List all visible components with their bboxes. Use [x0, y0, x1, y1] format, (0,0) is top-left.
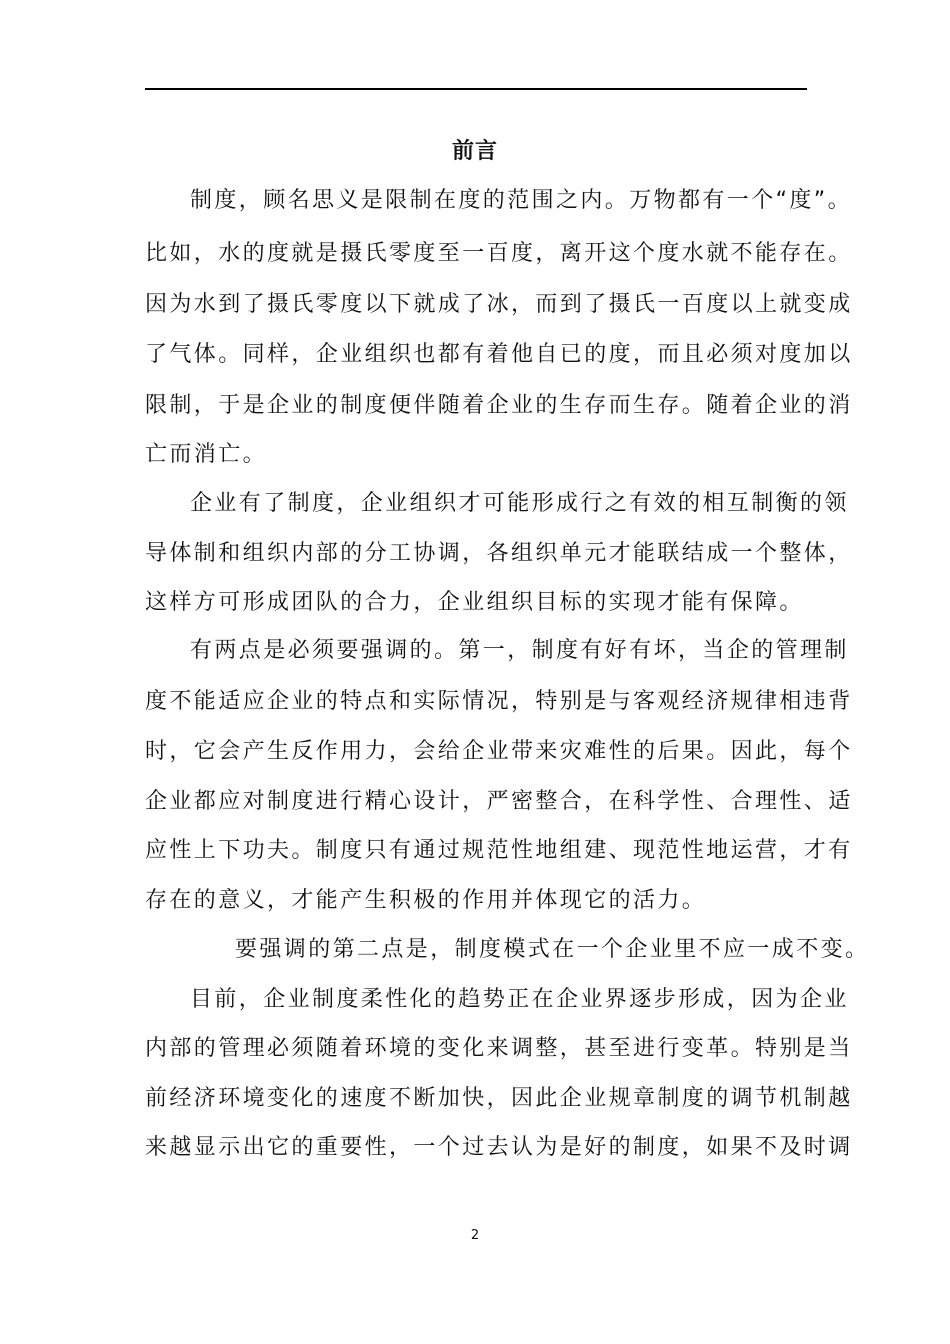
page-title: 前言 — [451, 139, 498, 164]
text-line: 目前，企业制度柔性化的趋势正在企业界逐步形成，因为企业 — [190, 987, 849, 1012]
text-line: 度不能适应企业的特点和实际情况，特别是与客观经济规律相违背 — [145, 689, 853, 714]
text-line: 导体制和组织内部的分工协调，各组织单元才能联结成一个整体， — [145, 541, 853, 566]
text-line: 因为水到了摄氏零度以下就成了冰，而到了摄氏一百度以上就变成 — [145, 292, 853, 317]
text-line: 来越显示出它的重要性，一个过去认为是好的制度，如果不及时调 — [145, 1135, 853, 1160]
text-line: 企业都应对制度进行精心设计，严密整合，在科学性、合理性、适 — [145, 789, 853, 814]
text-line: 有两点是必须要强调的。第一，制度有好有坏，当企的管理制 — [190, 638, 849, 663]
text-line: 这样方可形成团队的合力，企业组织目标的实现才能有保障。 — [145, 590, 804, 615]
text-line: 存在的意义，才能产生积极的作用并体现它的活力。 — [145, 888, 707, 913]
text-line: 时，它会产生反作用力，会给企业带来灾难性的后果。因此，每个 — [145, 739, 853, 764]
text-line: 制度，顾名思义是限制在度的范围之内。万物都有一个“度”。 — [190, 188, 852, 213]
text-line: 要强调的第二点是，制度模式在一个企业里不应一成不变。 — [235, 937, 870, 962]
header-rule — [145, 88, 807, 90]
text-line: 限制，于是企业的制度便伴随着企业的生存而生存。随着企业的消 — [145, 393, 853, 418]
text-line: 内部的管理必须随着环境的变化来调整，甚至进行变革。特别是当 — [145, 1036, 853, 1061]
text-line: 亡而消亡。 — [145, 442, 268, 467]
page-number: 2 — [470, 1228, 480, 1243]
text-line: 前经济环境变化的速度不断加快，因此企业规章制度的调节机制越 — [145, 1086, 853, 1111]
text-line: 应性上下功夫。制度只有通过规范性地组建、现范性地运营，才有 — [145, 838, 853, 863]
text-line: 了气体。同样，企业组织也都有着他自已的度，而且必须对度加以 — [145, 342, 853, 367]
text-line: 比如，水的度就是摄氏零度至一百度，离开这个度水就不能存在。 — [145, 241, 853, 266]
text-line: 企业有了制度，企业组织才可能形成行之有效的相互制衡的领 — [190, 491, 849, 516]
